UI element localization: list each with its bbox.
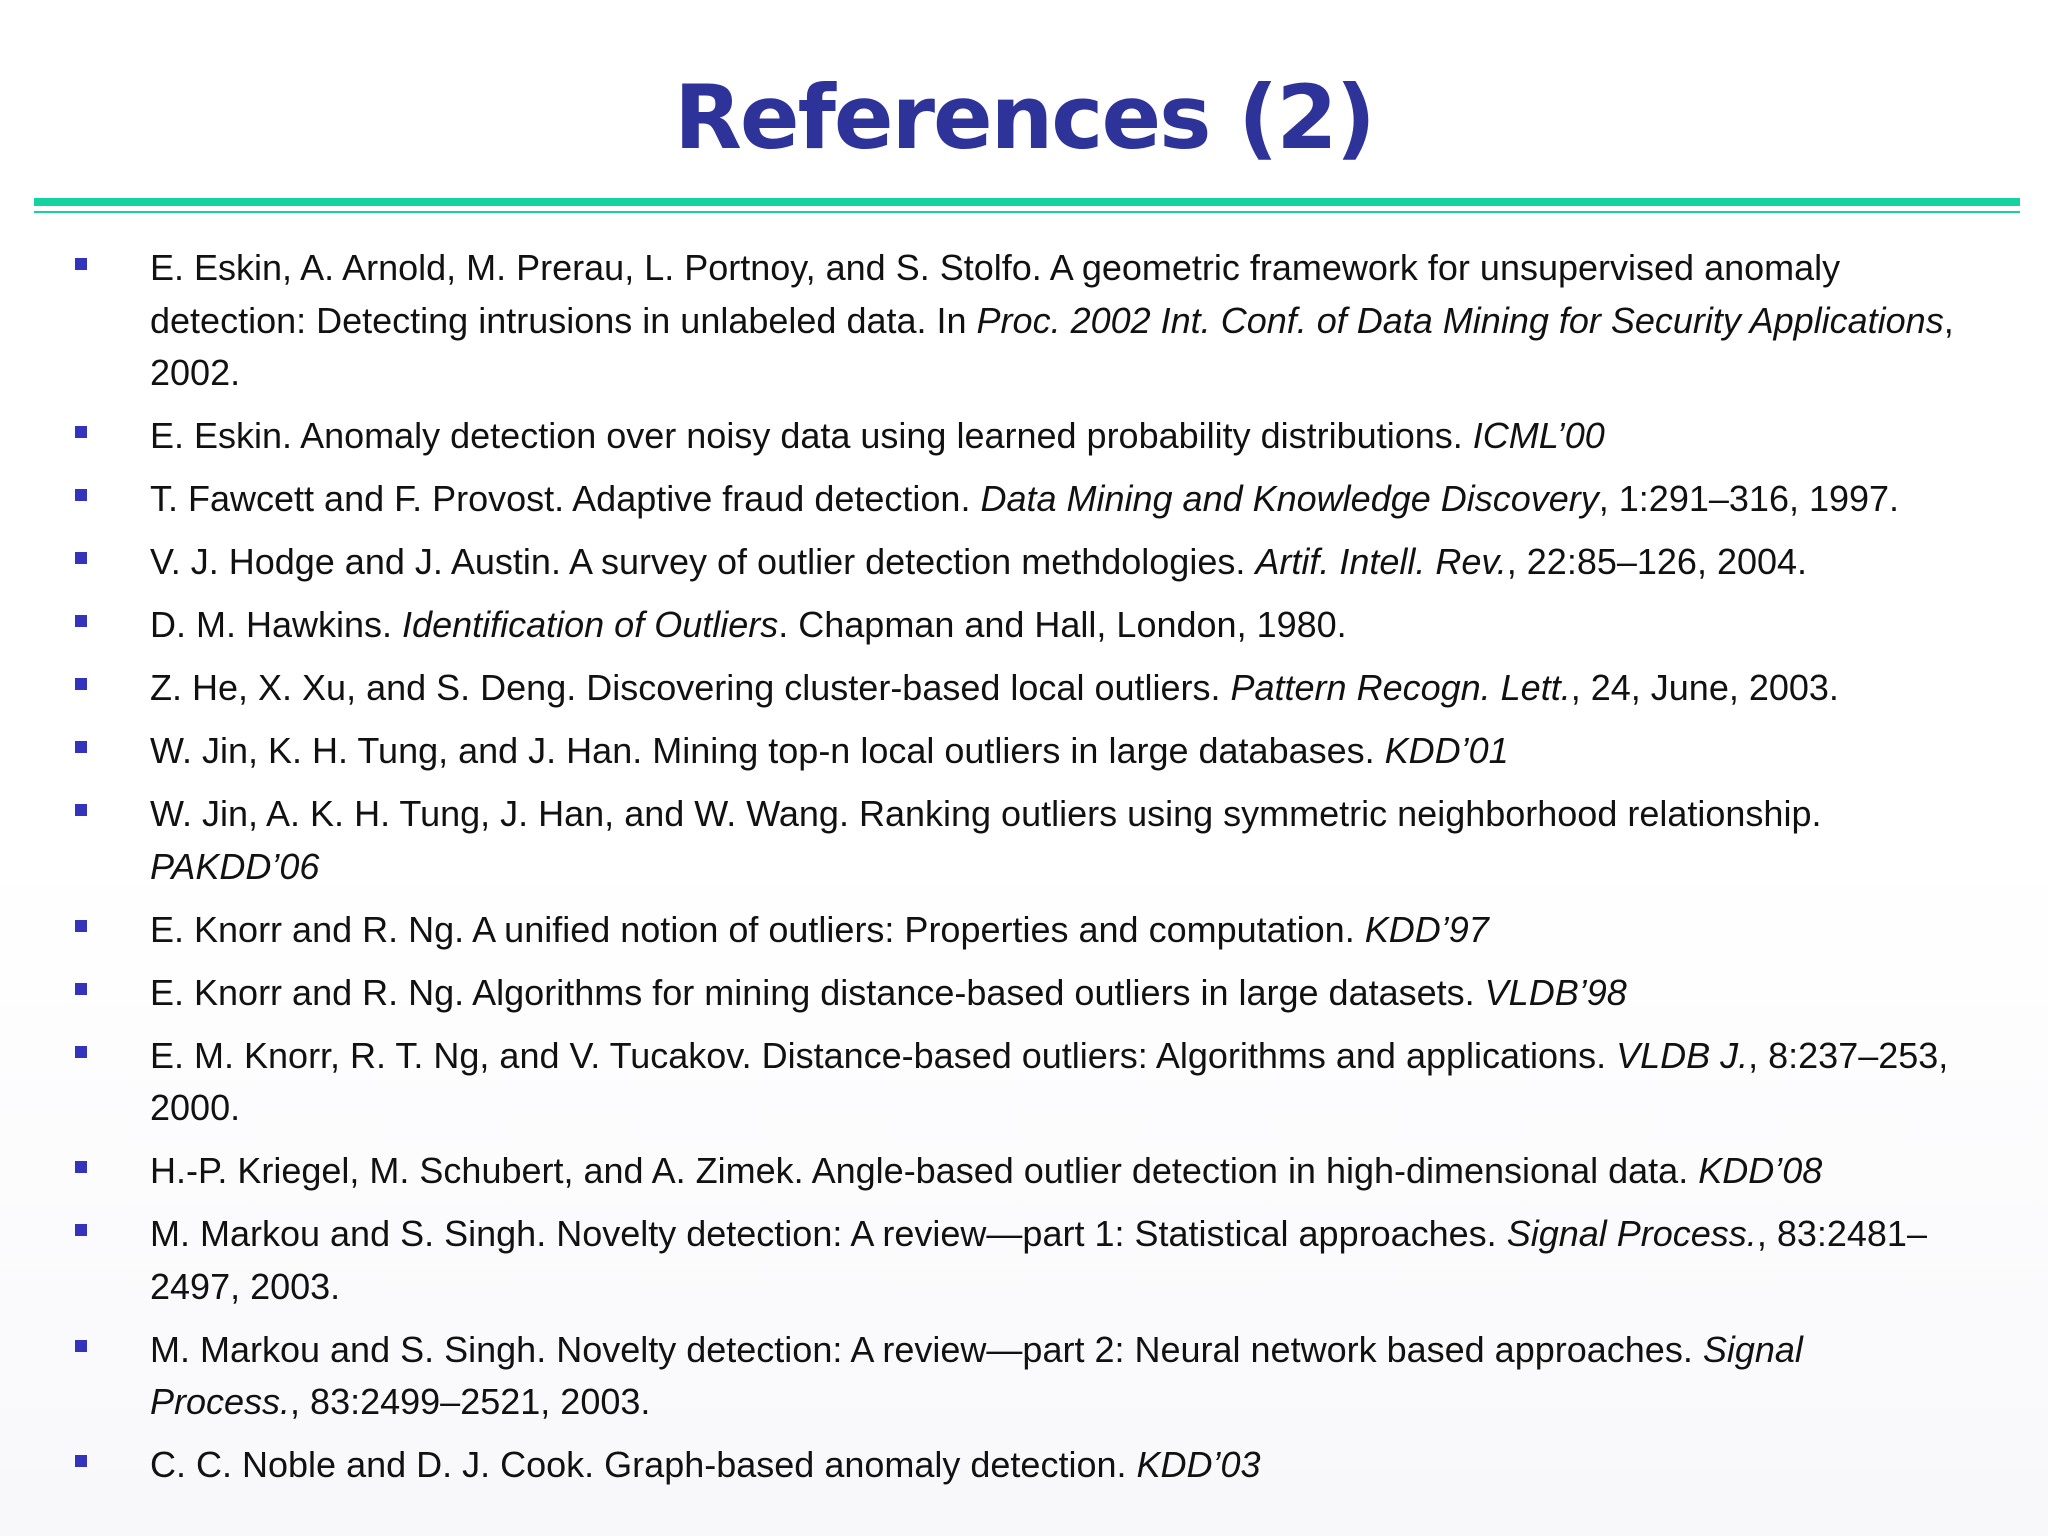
reference-text: E. Knorr and R. Ng. A unified notion of outliers: Properties and computation. [150, 908, 1365, 950]
square-bullet-icon [75, 1455, 87, 1467]
square-bullet-icon [75, 678, 87, 690]
square-bullet-icon [75, 552, 87, 564]
reference-item [0, 662, 2048, 715]
square-bullet-icon [75, 983, 87, 995]
title-divider-thin [34, 211, 2020, 213]
reference-item [0, 473, 2048, 526]
reference-venue: Data Mining and Knowledge Discovery [980, 478, 1599, 519]
square-bullet-icon [75, 804, 87, 816]
reference-text: . Chapman and Hall, London, 1980. [778, 604, 1347, 645]
reference-venue: VLDB’98 [1484, 971, 1627, 1013]
reference-item [0, 1030, 2048, 1135]
reference-venue: Pattern Recogn. Lett. [1230, 667, 1571, 708]
reference-text: M. Markou and S. Singh. Novelty detection: A review—part 2: Neural network based approaches. [150, 1328, 1703, 1370]
reference-item [0, 1324, 2048, 1429]
reference-list [0, 242, 2048, 1502]
reference-venue: VLDB J. [1616, 1034, 1749, 1076]
square-bullet-icon [75, 1224, 87, 1236]
square-bullet-icon [75, 1161, 87, 1173]
reference-text: D. M. Hawkins. [150, 604, 403, 645]
reference-text: E. Knorr and R. Ng. Algorithms for mining distance-based outliers in large datasets. [150, 971, 1485, 1013]
reference-venue: KDD’01 [1384, 730, 1509, 771]
reference-text: V. J. Hodge and J. Austin. A survey of outlier detection methdologies. [150, 541, 1256, 582]
reference-text: C. C. Noble and D. J. Cook. Graph-based anomaly detection. [150, 1444, 1137, 1485]
reference-venue: PAKDD’06 [150, 845, 320, 887]
reference-venue: Artif. Intell. Rev. [1255, 541, 1507, 582]
reference-item [0, 1208, 2048, 1313]
reference-text: , 8:237–253, 2000. [150, 1034, 1949, 1128]
reference-venue: Identification of Outliers [402, 604, 779, 645]
reference-item [0, 1145, 2048, 1198]
square-bullet-icon [75, 489, 87, 501]
square-bullet-icon [75, 920, 87, 932]
square-bullet-icon [75, 741, 87, 753]
reference-venue: ICML’00 [1472, 415, 1605, 456]
reference-venue: KDD’08 [1698, 1150, 1823, 1191]
reference-text: E. Eskin. Anomaly detection over noisy data using learned probability distributions. [150, 415, 1473, 456]
reference-item [0, 242, 2048, 400]
reference-item [0, 599, 2048, 652]
reference-venue: Proc. 2002 Int. Conf. of Data Mining for Security Applications [976, 299, 1944, 341]
reference-venue: KDD’03 [1136, 1444, 1261, 1485]
reference-venue: Signal Process. [1506, 1213, 1757, 1254]
square-bullet-icon [75, 258, 87, 270]
reference-text: , 22:85–126, 2004. [1506, 541, 1808, 582]
reference-text: W. Jin, A. K. H. Tung, J. Han, and W. Wang. Ranking outliers using symmetric neighborhood relationship. [150, 793, 1822, 834]
reference-item [0, 1439, 2048, 1492]
reference-venue: Signal Process. [150, 1328, 1803, 1422]
reference-text: , 24, June, 2003. [1570, 667, 1839, 708]
reference-item [0, 904, 2048, 957]
slide-title: References (2) [674, 66, 1374, 169]
reference-item [0, 536, 2048, 589]
reference-text: W. Jin, K. H. Tung, and J. Han. Mining top-n local outliers in large databases. [150, 730, 1385, 771]
reference-text: T. Fawcett and F. Provost. Adaptive fraud detection. [150, 478, 981, 519]
square-bullet-icon [75, 1046, 87, 1058]
reference-text: , 83:2499–2521, 2003. [290, 1381, 651, 1422]
reference-item [0, 410, 2048, 463]
reference-text: , 2002. [150, 299, 1954, 393]
reference-item [0, 967, 2048, 1020]
square-bullet-icon [75, 615, 87, 627]
reference-text: , 83:2481–2497, 2003. [150, 1213, 1927, 1307]
reference-text: M. Markou and S. Singh. Novelty detection: A review—part 1: Statistical approaches. [150, 1213, 1507, 1254]
reference-text: H.-P. Kriegel, M. Schubert, and A. Zimek. Angle-based outlier detection in high-dimensional data. [150, 1150, 1699, 1191]
reference-text: , 1:291–316, 1997. [1598, 478, 1900, 519]
reference-text: E. Eskin, A. Arnold, M. Prerau, L. Portnoy, and S. Stolfo. A geometric framework for unsupervised anomaly detection: Detecting intrusions in unlabeled data. In [150, 247, 1841, 341]
reference-item [0, 725, 2048, 778]
title-divider-thick [34, 198, 2020, 206]
reference-item [0, 788, 2048, 893]
reference-venue: KDD’97 [1364, 908, 1489, 950]
square-bullet-icon [75, 1340, 87, 1352]
square-bullet-icon [75, 426, 87, 438]
reference-text: Z. He, X. Xu, and S. Deng. Discovering cluster-based local outliers. [150, 667, 1231, 708]
reference-text: E. M. Knorr, R. T. Ng, and V. Tucakov. Distance-based outliers: Algorithms and applications. [150, 1034, 1617, 1076]
